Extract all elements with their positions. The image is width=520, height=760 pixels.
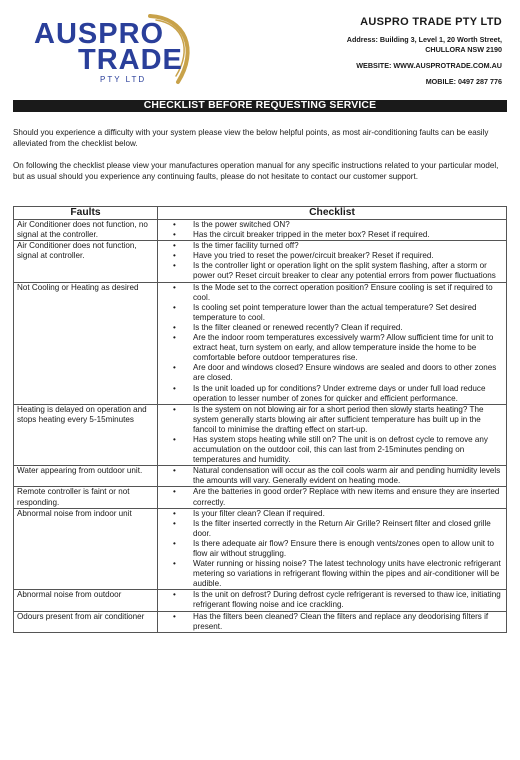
checklist-item: • Has the circuit breaker tripped in the meter box? Reset if required.: [161, 230, 503, 240]
table-row: [14, 241, 507, 282]
intro-paragraph-1: Should you experience a difficulty with your system please view the below helpful points, as most air-conditioning faults can be easily alleviated from the checklist below.: [13, 128, 489, 148]
checklist-item: • Have you tried to reset the power/circuit breaker? Reset if required.: [161, 251, 503, 261]
checklist-cell: [158, 404, 507, 466]
checklist-cell: [158, 466, 507, 487]
checklist-cell: [158, 611, 507, 632]
checklist-item: • Natural condensation will occur as the coil cools warm air and pending humidity levels the amounts will vary. Generally evident on heating mode.: [161, 466, 503, 486]
checklist-table: [13, 206, 507, 633]
document-header: [0, 0, 520, 100]
checklist-items: [161, 612, 503, 632]
checklist-header: Checklist: [158, 207, 507, 220]
checklist-items: [161, 283, 503, 404]
fault-cell: Heating is delayed on operation and stops heating every 5-15minutes: [14, 404, 158, 466]
table-row: [14, 611, 507, 632]
logo-word-auspro: AUSPRO: [34, 18, 165, 50]
company-address-line1: Address: Building 3, Level 1, 20 Worth Street,: [346, 35, 502, 44]
table-body: [14, 220, 507, 633]
checklist-items: [161, 220, 503, 240]
fault-cell: Abnormal noise from indoor unit: [14, 508, 158, 590]
fault-cell: Water appearing from outdoor unit.: [14, 466, 158, 487]
fault-cell: Air Conditioner does not function, no signal at the controller.: [14, 220, 158, 241]
checklist-cell: [158, 241, 507, 282]
fault-cell: Remote controller is faint or not responding.: [14, 487, 158, 508]
table-row: [14, 466, 507, 487]
table-header-row: [14, 207, 507, 220]
faults-header: Faults: [14, 207, 158, 220]
checklist-items: [161, 405, 503, 466]
table-row: [14, 282, 507, 404]
checklist-items: [161, 487, 503, 507]
page-title: CHECKLIST BEFORE REQUESTING SERVICE: [13, 100, 507, 112]
checklist-item: • Is the unit loaded up for conditions? Under extreme days or under full load reduce operation to lesser number of zones for quicker and efficient performance.: [161, 384, 503, 404]
checklist-cell: [158, 487, 507, 508]
checklist-cell: [158, 590, 507, 611]
table-row: [14, 220, 507, 241]
company-address-line2: CHULLORA NSW 2190: [425, 45, 502, 54]
checklist-cell: [158, 220, 507, 241]
company-mobile: MOBILE: 0497 287 776: [425, 77, 502, 86]
checklist-items: [161, 466, 503, 486]
checklist-item: • Are the indoor room temperatures excessively warm? Allow sufficient time for unit to extract heat, turn system on early, and allow temperature inside the home to be comfortable before outdoor temperatures rise.: [161, 333, 503, 363]
checklist-cell: [158, 508, 507, 590]
checklist-item: • Is the timer facility turned off?: [161, 241, 503, 251]
fault-cell: Odours present from air conditioner: [14, 611, 158, 632]
checklist-item: • Has system stops heating while still on? The unit is on defrost cycle to remove any accumulation on the outdoor coil, this can last from 2-15minutes pending on temperatures and humidity.: [161, 435, 503, 465]
table-row: [14, 487, 507, 508]
checklist-item: • Are door and windows closed? Ensure windows are sealed and doors to other zones are closed.: [161, 363, 503, 383]
fault-cell: Not Cooling or Heating as desired: [14, 282, 158, 404]
checklist-item: • Is the unit on defrost? During defrost cycle refrigerant is reversed to thaw ice, initiating refrigerant flowing noise and ice crackling.: [161, 590, 503, 610]
checklist-item: • Is the system on not blowing air for a short period then slowly starts heating? The system generally starts blowing air after sufficient temperature has built up in the fancoil to minimise the drafting effect on start-up.: [161, 405, 503, 435]
checklist-item: • Are the batteries in good order? Replace with new items and ensure they are inserted correctly.: [161, 487, 503, 507]
fault-cell: Air Conditioner does not function, signal at controller.: [14, 241, 158, 282]
company-website: WEBSITE: WWW.AUSPROTRADE.COM.AU: [356, 61, 502, 70]
checklist-item: • Is there adequate air flow? Ensure there is enough vents/zones open to allow unit to flow air without struggling.: [161, 539, 503, 559]
checklist-items: [161, 590, 503, 610]
checklist-cell: [158, 282, 507, 404]
checklist-item: • Is the filter inserted correctly in the Return Air Grille? Reinsert filter and closed grille door.: [161, 519, 503, 539]
checklist-item: • Is the power switched ON?: [161, 220, 503, 230]
checklist-items: [161, 509, 503, 590]
logo-word-trade: TRADE: [78, 44, 183, 76]
checklist-item: • Is cooling set point temperature lower than the actual temperature? Set desired temperature to cool.: [161, 303, 503, 323]
checklist-item: • Is the controller light or operation light on the split system flashing, after a storm or power out? Reset circuit breaker to clear any potential errors from power fluctuations: [161, 261, 503, 281]
company-name: AUSPRO TRADE PTY LTD: [360, 16, 502, 28]
checklist-item: • Is the Mode set to the correct operation position? Ensure cooling is set if required to cool.: [161, 283, 503, 303]
table-row: [14, 508, 507, 590]
fault-cell: Abnormal noise from outdoor: [14, 590, 158, 611]
checklist-items: [161, 241, 503, 281]
checklist-item: • Water running or hissing noise? The latest technology units have electronic refrigerant metering so variations in refrigerant flowing within the pipes and air-conditioner will be audible.: [161, 559, 503, 589]
checklist-item: • Is your filter clean? Clean if required.: [161, 509, 503, 519]
checklist-item: • Has the filters been cleaned? Clean the filters and replace any deodorising filters if present.: [161, 612, 503, 632]
table-row: [14, 590, 507, 611]
checklist-item: • Is the filter cleaned or renewed recently? Clean if required.: [161, 323, 503, 333]
company-details: [347, 16, 502, 87]
intro-paragraph-2: On following the checklist please view your manufactures operation manual for any specific instructions related to your particular model, but as usual should you experience any continuing faults, please do not hesitate to contact our customer support.: [13, 161, 499, 181]
company-logo: [34, 8, 184, 88]
logo-word-ptyltd: PTY LTD: [100, 75, 147, 84]
table-row: [14, 404, 507, 466]
